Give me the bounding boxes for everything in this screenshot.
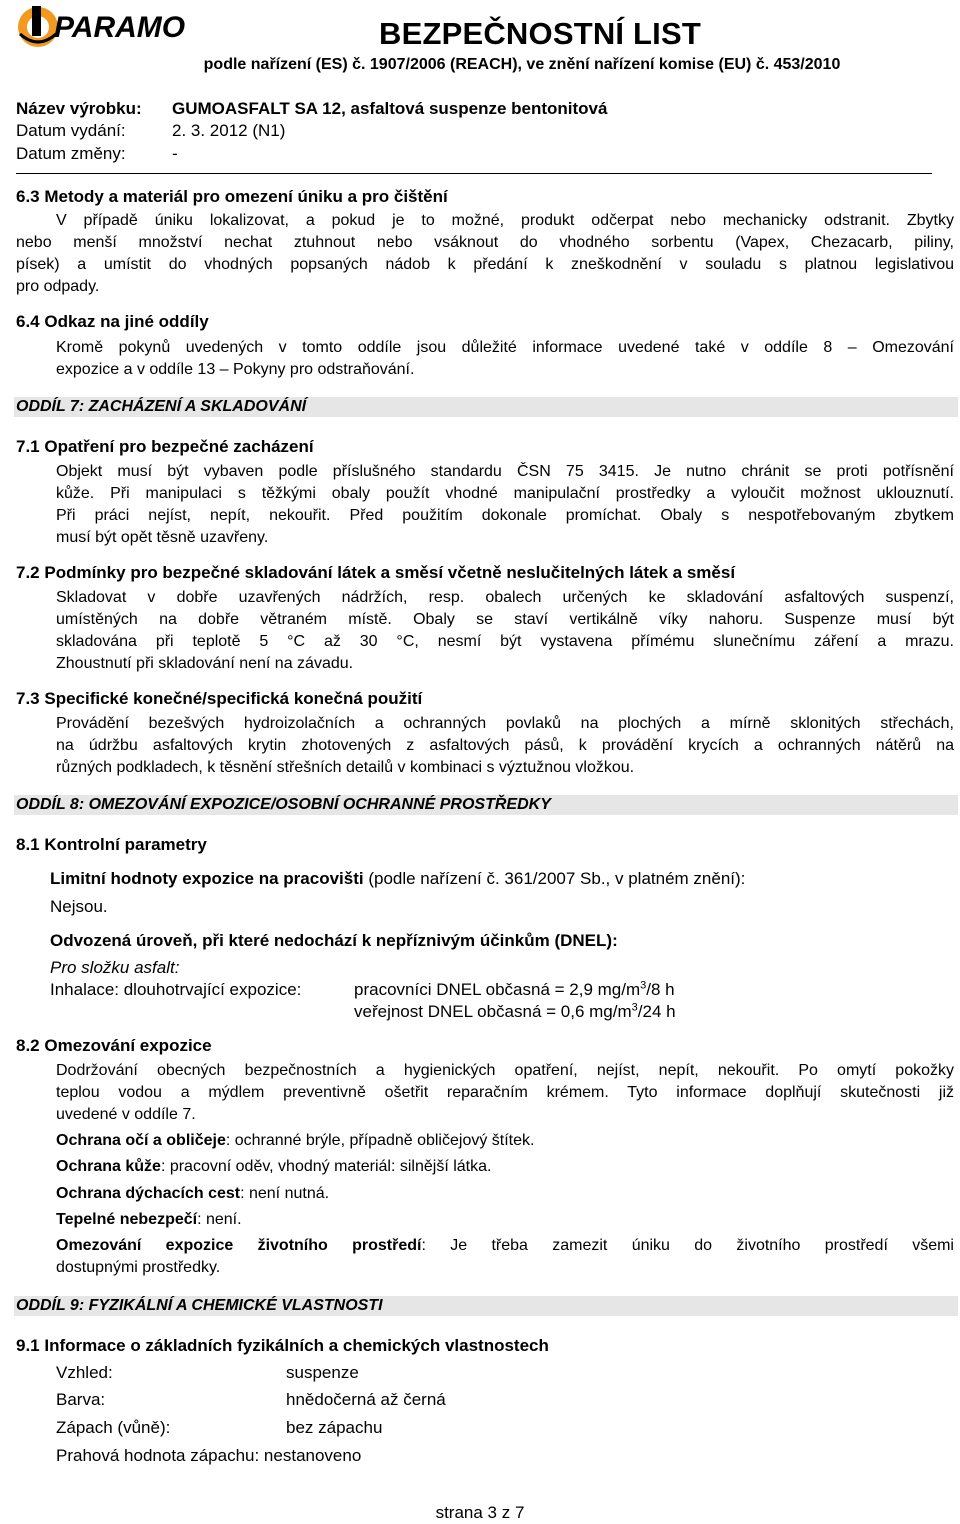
heading-7-3: 7.3 Specifické konečné/specifická konečná použití [16,689,423,708]
dnel-heading: Odvozená úroveň, při které nedochází k nepříznivým účinkům (DNEL): [50,931,618,950]
environmental-exposure-cont: dostupnými prostředky. [56,1259,221,1276]
dnel-public-text: veřejnost DNEL občasná = 0,6 mg/m [354,1002,632,1021]
dnel-workers-exponent: 3 [640,979,647,992]
section-7-band [14,397,958,417]
section-7-title: ODDÍL 7: ZACHÁZENÍ A SKLADOVÁNÍ [16,398,307,415]
document-title: BEZPEČNOSTNÍ LIST [378,16,702,51]
text-line: teplou vodou a mýdlem preventivně ošetřit reparačním krémem. Tyto informace doplňují skutečnosti již [56,1084,954,1101]
change-date-value: - [172,144,178,163]
product-name-value: GUMOASFALT SA 12, asfaltová suspenze bentonitová [172,99,608,118]
text-line: musí být opět těsně uzavřeny. [56,529,269,546]
thermal-hazard-value: : není. [197,1211,242,1228]
dnel-public [354,1001,676,1023]
property-label: Zápach (vůně): [56,1418,171,1437]
dnel-workers-text: pracovníci DNEL občasná = 2,9 mg/m [354,980,641,999]
text-line: uvedené v oddíle 7. [56,1106,196,1123]
text-line: různých podkladech, k těsnění střešních detailů v kombinaci s výztužnou vložkou. [56,759,635,776]
property-label: Vzhled: [56,1363,113,1382]
section-8-title: ODDÍL 8: OMEZOVÁNÍ EXPOZICE/OSOBNÍ OCHRANNÉ PROSTŘEDKY [16,796,551,813]
dnel-inhalation-label: Inhalace: dlouhotrvající expozice: [50,980,302,999]
page-number: strana 3 z 7 [435,1503,525,1522]
environmental-exposure [56,1235,954,1257]
heading-7-2: 7.2 Podmínky pro bezpečné skladování látek a směsí včetně neslučitelných látek a směsí [16,563,736,582]
paragraph-6-3 [16,210,954,298]
change-date-label: Datum změny: [16,144,126,163]
property-label: Barva: [56,1390,106,1409]
text-line: Kromě pokynů uvedených v tomto oddíle jsou důležité informace uvedené také v oddíle 8 – Omezování [56,339,954,356]
dnel-workers-unit: /8 h [646,980,675,999]
heading-8-1: 8.1 Kontrolní parametry [16,835,207,854]
text-line: expozice a v oddíle 13 – Pokyny pro odstraňování. [56,361,415,378]
limit-values-source: (podle nařízení č. 361/2007 Sb., v platném znění): [363,869,746,888]
respiratory-protection-value: : není nutná. [240,1185,330,1202]
text-line: Dodržování obecných bezpečnostních a hygienických opatření, nejíst, nepít, nekouřit. Po omytí pokožky [56,1062,954,1079]
issue-date-value: 2. 3. 2012 (N1) [172,121,286,140]
dnel-public-exponent: 3 [631,1001,638,1014]
text-line: pro odpady. [16,278,100,295]
heading-8-2: 8.2 Omezování expozice [16,1036,212,1055]
eye-protection [56,1130,534,1152]
respiratory-protection [56,1183,329,1205]
skin-protection [56,1156,491,1178]
regulation-subtitle: podle nařízení (ES) č. 1907/2006 (REACH), ve znění nařízení komise (EU) č. 453/2010 [203,56,841,73]
property-value: bez zápachu [286,1418,383,1437]
heading-6-3: 6.3 Metody a materiál pro omezení úniku a pro čištění [16,187,448,206]
product-name-label: Název výrobku: [16,99,142,118]
text-line: Zhoustnutí při skladování není na závadu. [56,655,354,672]
text-line: Provádění bezešvých hydroizolačních a ochranných povlaků na plochých a mírně sklonitých střechách, [56,715,954,732]
skin-protection-value: : pracovní oděv, vhodný materiál: silnější látka. [160,1158,492,1175]
text-line: umístěných na dobře větraném místě. Obaly se staví vertikálně víky nahoru. Suspenze musí být [56,611,954,628]
company-logo [14,4,204,50]
text-line: nebo menší množství nechat ztuhnout nebo vsáknout do vhodného sorbentu (Vapex, Chezacarb, piliny, [16,234,954,251]
odour-threshold: Prahová hodnota zápachu: nestanoveno [56,1446,362,1465]
limit-values-line [50,868,745,890]
environmental-exposure-label: Omezování expozice životního prostředí [56,1237,422,1254]
dnel-workers [354,979,675,1001]
issue-date-label: Datum vydání: [16,121,126,140]
text-line: V případě úniku lokalizovat, a pokud je to možné, produkt odčerpat nebo mechanicky odstranit. Zbytky [56,212,954,229]
eye-protection-value: : ochranné brýle, případně obličejový štítek. [225,1132,535,1149]
property-value: suspenze [286,1363,359,1382]
paragraph-6-4 [56,337,954,381]
text-line: na údržbu asfaltových krytin zhotovených z asfaltových pásů, k provádění krycích a ochranných nátěrů na [56,737,954,754]
dnel-component: Pro složku asfalt: [50,958,180,977]
thermal-hazard [56,1209,242,1231]
logo-wordmark: PARAMO [54,11,186,44]
section-9-title: ODDÍL 9: FYZIKÁLNÍ A CHEMICKÉ VLASTNOSTI [16,1297,383,1314]
dnel-public-unit: /24 h [637,1002,676,1021]
eye-protection-label: Ochrana očí a obličeje [56,1132,226,1149]
paragraph-7-2 [56,587,954,675]
thermal-hazard-label: Tepelné nebezpečí [56,1211,198,1228]
header-divider [16,173,932,174]
text-line: Objekt musí být vybaven podle příslušného standardu ČSN 75 3415. Je nutno chránit se proti potřísnění [56,463,954,480]
paragraph-7-1 [56,461,954,549]
section-9-band [14,1296,958,1316]
section-8-band [14,795,958,815]
heading-6-4: 6.4 Odkaz na jiné oddíly [16,312,209,331]
text-line: Při práci nejíst, nepít, nekouřit. Před použitím dokonale promíchat. Obaly s nespotřebovaným zbytkem [56,507,954,524]
text-line: Skladovat v dobře uzavřených nádržích, resp. obalech určených ke skladování asfaltových suspenzí, [56,589,954,606]
environmental-exposure-value: : Je třeba zamezit úniku do životního prostředí všemi [421,1237,954,1254]
heading-9-1: 9.1 Informace o základních fyzikálních a chemických vlastnostech [16,1336,549,1355]
paragraph-7-3 [56,713,954,779]
text-line: skladována při teplotě 5 °C až 30 °C, nesmí být vystavena přímému slunečnímu záření a mrazu. [56,633,954,650]
property-value: hnědočerná až černá [286,1390,446,1409]
text-line: písek) a umístit do vhodných popsaných nádob k předání k zneškodnění v souladu s platnou legislativou [16,256,954,273]
paragraph-8-2 [56,1060,954,1126]
limit-values-value: Nejsou. [50,897,108,916]
skin-protection-label: Ochrana kůže [56,1158,161,1175]
limit-values-label: Limitní hodnoty expozice na pracovišti [50,869,364,888]
heading-7-1: 7.1 Opatření pro bezpečné zacházení [16,437,314,456]
text-line: kůže. Při manipulaci s těžkými obaly použít vhodné manipulační prostředky a vyloučit možnost uklouznutí. [56,485,954,502]
respiratory-protection-label: Ochrana dýchacích cest [56,1185,241,1202]
